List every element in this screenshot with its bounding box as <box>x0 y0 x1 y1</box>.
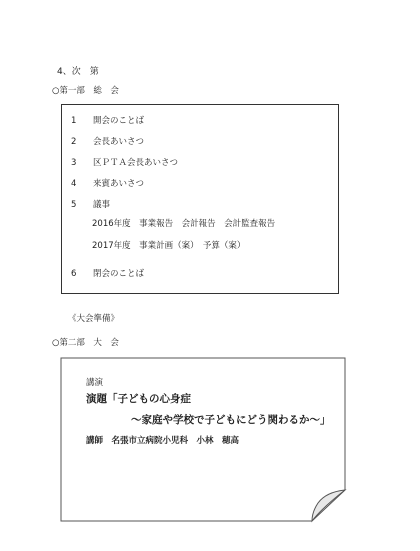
agenda-label: 会長あいさつ <box>93 137 145 147</box>
agenda-sub-report: 2016年度 事業報告 会計報告 会計監査報告 <box>92 219 276 229</box>
agenda-sub-plan: 2017年度 事業計画（案） 予算（案） <box>92 241 246 251</box>
agenda-number: 4 <box>71 179 77 189</box>
agenda-number: 6 <box>71 269 77 279</box>
agenda-number: 2 <box>71 137 77 147</box>
agenda-number: 3 <box>71 158 77 168</box>
agenda-label: 開会のことば <box>93 116 145 126</box>
lecture-speaker: 講師 名張市立病院小児科 小林 穂高 <box>86 436 240 446</box>
agenda-label: 閉会のことば <box>93 269 145 279</box>
agenda-label: 区ＰＴＡ会長あいさつ <box>93 158 179 168</box>
rally-prep-label: 《大会準備》 <box>68 314 120 324</box>
part2-heading: ○第二部 大 会 <box>52 338 119 348</box>
lecture-kind: 講演 <box>86 378 104 388</box>
agenda-label: 来賓あいさつ <box>93 179 145 189</box>
part1-heading: ○第一部 総 会 <box>52 86 119 96</box>
agenda-number: 5 <box>71 200 77 210</box>
agenda-label: 議事 <box>93 200 111 210</box>
agenda-number: 1 <box>71 116 77 126</box>
lecture-title: 演題「子どもの心身症 <box>86 393 191 405</box>
lecture-subtitle: ～家庭や学校で子どもにどう関わるか～」 <box>131 414 331 426</box>
section-heading: 4、次 第 <box>57 67 99 77</box>
